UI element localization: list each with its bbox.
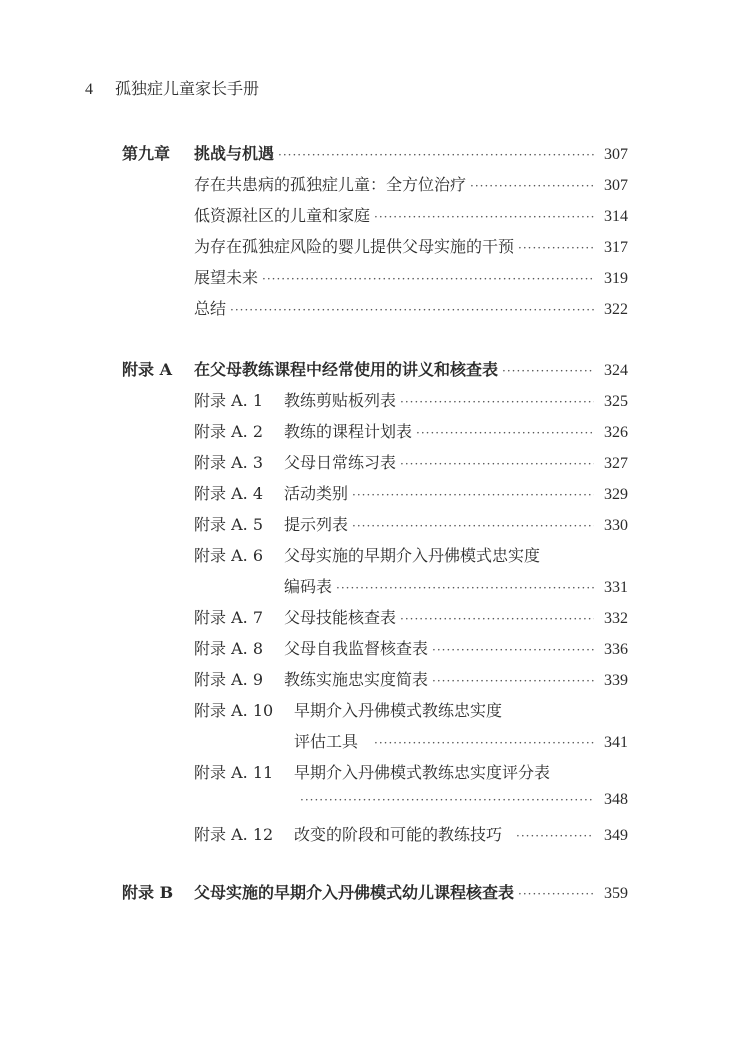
page-ref: 348 — [604, 791, 628, 808]
leader-dots — [336, 581, 594, 595]
entry-title: 提示列表 — [284, 515, 349, 534]
entry-title: 展望未来 — [194, 268, 259, 287]
entry-label: 附录 A. 7 — [194, 608, 263, 627]
leader-dots — [374, 736, 594, 750]
leader-dots — [518, 887, 594, 901]
leader-dots — [352, 488, 594, 502]
page-number: 4 — [85, 81, 93, 98]
leader-dots — [300, 793, 594, 807]
toc-entry-first-line[interactable] — [194, 543, 540, 565]
book-title: 孤独症儿童家长手册 — [115, 79, 260, 98]
toc-entry-first-line[interactable] — [194, 698, 502, 720]
page-ref: 307 — [604, 177, 628, 194]
leader-dots — [502, 364, 594, 378]
entry-title: 早期介入丹佛模式教练忠实度评分表 — [294, 763, 551, 782]
page-ref: 319 — [604, 270, 628, 287]
toc-appendix-b[interactable] — [122, 880, 628, 902]
page-ref: 322 — [604, 301, 628, 318]
leader-dots — [262, 272, 594, 286]
leader-dots — [374, 210, 594, 224]
entry-title: 总结 — [194, 299, 227, 318]
page-ref: 331 — [604, 579, 628, 596]
entry-title: 父母日常练习表 — [284, 453, 397, 472]
page-ref: 339 — [604, 672, 628, 689]
entry-label: 附录 A. 11 — [194, 763, 274, 782]
appendix-label: 附录 B — [122, 883, 174, 902]
chapter-title: 挑战与机遇 — [194, 144, 275, 163]
entry-title: 存在共患病的孤独症儿童：全方位治疗 — [194, 175, 467, 194]
entry-title: 为存在孤独症风险的婴儿提供父母实施的干预 — [194, 237, 515, 256]
leader-dots — [470, 179, 594, 193]
page-ref: 324 — [604, 362, 628, 379]
toc-entry[interactable] — [194, 636, 628, 658]
page-ref: 341 — [604, 734, 628, 751]
entry-label: 附录 A. 6 — [194, 546, 263, 565]
toc-entry[interactable] — [194, 234, 628, 256]
entry-title-continued: 编码表 — [284, 577, 333, 596]
toc-entry[interactable] — [194, 450, 628, 472]
toc-entry[interactable] — [194, 296, 628, 318]
page-ref: 325 — [604, 393, 628, 410]
page-ref: 327 — [604, 455, 628, 472]
page-ref: 359 — [604, 885, 628, 902]
toc-entry-continuation[interactable] — [300, 791, 628, 813]
leader-dots — [278, 148, 594, 162]
toc-entry[interactable] — [194, 822, 628, 844]
page-ref: 307 — [604, 146, 628, 163]
toc-entry[interactable] — [194, 481, 628, 503]
leader-dots — [416, 426, 594, 440]
leader-dots — [432, 643, 594, 657]
entry-title: 教练的课程计划表 — [284, 422, 413, 441]
entry-label: 附录 A. 8 — [194, 639, 263, 658]
page-ref: 326 — [604, 424, 628, 441]
entry-title: 教练剪贴板列表 — [284, 391, 397, 410]
toc-entry-first-line[interactable] — [194, 760, 550, 782]
entry-title: 低资源社区的儿童和家庭 — [194, 206, 371, 225]
toc-chapter-9[interactable] — [122, 141, 628, 163]
leader-dots — [516, 829, 594, 843]
page-ref: 336 — [604, 641, 628, 658]
entry-title: 父母实施的早期介入丹佛模式忠实度 — [284, 546, 541, 565]
entry-label: 附录 A. 4 — [194, 484, 263, 503]
entry-title: 改变的阶段和可能的教练技巧 — [294, 825, 503, 844]
leader-dots — [518, 241, 594, 255]
entry-label: 附录 A. 9 — [194, 670, 263, 689]
entry-title: 父母技能核查表 — [284, 608, 397, 627]
running-head — [85, 76, 259, 99]
entry-title: 活动类别 — [284, 484, 349, 503]
toc-entry[interactable] — [194, 419, 628, 441]
appendix-title: 在父母教练课程中经常使用的讲义和核查表 — [194, 360, 499, 379]
leader-dots — [432, 674, 594, 688]
entry-label: 附录 A. 2 — [194, 422, 263, 441]
entry-title: 父母自我监督核查表 — [284, 639, 429, 658]
appendix-title: 父母实施的早期介入丹佛模式幼儿课程核查表 — [194, 883, 515, 902]
toc-entry-continuation[interactable] — [284, 574, 628, 596]
page-ref: 330 — [604, 517, 628, 534]
entry-title-continued: 评估工具 — [294, 732, 359, 751]
toc-appendix-a[interactable] — [122, 357, 628, 379]
page-ref: 332 — [604, 610, 628, 627]
toc-entry[interactable] — [194, 172, 628, 194]
entry-label: 附录 A. 10 — [194, 701, 274, 720]
leader-dots — [400, 612, 594, 626]
entry-label: 附录 A. 5 — [194, 515, 263, 534]
toc-entry[interactable] — [194, 203, 628, 225]
page-ref: 329 — [604, 486, 628, 503]
entry-title: 早期介入丹佛模式教练忠实度 — [294, 701, 503, 720]
chapter-label: 第九章 — [122, 144, 171, 163]
entry-title: 教练实施忠实度简表 — [284, 670, 429, 689]
page-ref: 314 — [604, 208, 628, 225]
leader-dots — [352, 519, 594, 533]
leader-dots — [230, 303, 594, 317]
page-ref: 317 — [604, 239, 628, 256]
toc-entry[interactable] — [194, 512, 628, 534]
toc-entry[interactable] — [194, 265, 628, 287]
leader-dots — [400, 457, 594, 471]
toc-entry[interactable] — [194, 667, 628, 689]
page-ref: 349 — [604, 827, 628, 844]
entry-label: 附录 A. 12 — [194, 825, 274, 844]
toc-entry[interactable] — [194, 388, 628, 410]
toc-entry-continuation[interactable] — [294, 729, 628, 751]
leader-dots — [400, 395, 594, 409]
toc-entry[interactable] — [194, 605, 628, 627]
appendix-label: 附录 A — [122, 360, 172, 379]
entry-label: 附录 A. 3 — [194, 453, 263, 472]
entry-label: 附录 A. 1 — [194, 391, 263, 410]
